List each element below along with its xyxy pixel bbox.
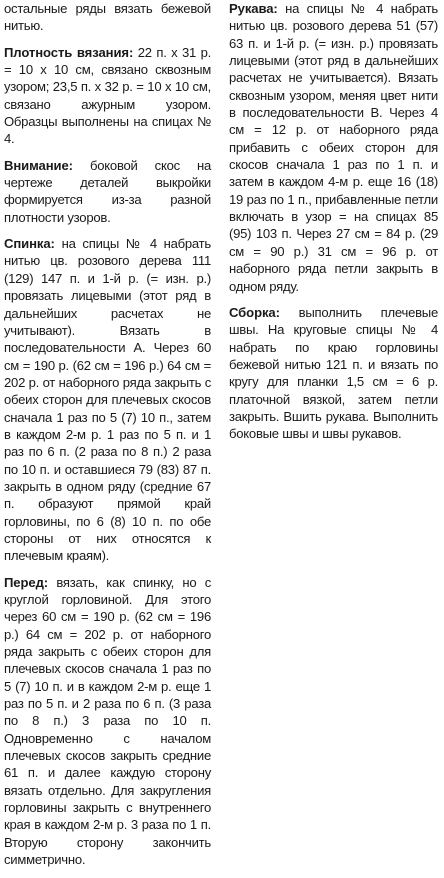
continuation-text: остальные ряды вязать бежевой нитью. xyxy=(4,1,211,34)
sleeves-heading: Рукава: xyxy=(229,1,278,16)
sleeves-paragraph xyxy=(229,0,438,295)
back-text: на спицы № 4 набрать нитью цв. розового дерева 111 (129) 147 п. и 1-й р. (= изн. р.) провязать лицевыми (этот ряд в дальнейших расчетах не учитывают). Вязать в последовательности А. Через 60 см = 190 р. (62 см = 196 р.) 64 см = 202 р. от наборного ряда закрыть с обеих сторон для плечевых скосов сначала 1 раз по 5 (7) 10 п., затем в каждом 2-м р. 1 раз по 5 п. и 1 раз по 6 п. (2 раза по 8 п.) 2 раза по 10 п. и оставшиеся 79 (83) 87 п. закрыть в одном ряду (средние 67 п. образуют прямой край горловины, по 6 (8) 10 п. по обе стороны от них относятся к плечевым краям). xyxy=(4,236,211,564)
front-paragraph xyxy=(4,574,211,869)
right-column xyxy=(229,0,438,452)
front-heading: Перед: xyxy=(4,574,49,590)
sleeves-text: на спицы № 4 набрать нитью цв. розового дерева 51 (57) 63 п. и 1-й р. (= изн. р.) провязать лицевыми (этот ряд в дальнейших расчетах не учитывается). Вязать сквозным узором, меняя цвет нити в последовательности В. Через 4 см = 12 р. от наборного ряда прибавить с обеих сторон для скосов сначала 1 раз по 1 п. и затем в каждом 4-м р. еще 16 (18) 19 раз по 1 п., прибавленные петли включать в узор = на спицах 85 (95) 103 п. Через 27 см = 84 р. (29 см = 90 р.) 31 см = 96 р. от наборного ряда петли закрыть в одном ряду. xyxy=(229,1,438,294)
gauge-text: 22 п. x 31 р. = 10 x 10 см, связано сквозным узором; 23,5 п. x 32 р. = 10 x 10 см, связано ажурным узором. Образцы выполнены на спицах № 4. xyxy=(4,44,212,147)
assembly-heading: Сборка: xyxy=(229,304,280,320)
assembly-text: выполнить плечевые швы. На круговые спицы № 4 набрать по краю горловины бежевой нитью 121 п. и вязать по кругу для планки 1,5 см = 6 р. платочной вязкой, затем петли закрыть. Вшить рукава. Выполнить боковые швы и швы рукавов. xyxy=(229,304,438,442)
front-text: вязать, как спинку, но с круглой горловиной. Для этого через 60 см = 190 р. (62 см = 196 р.) 64 см = 202 р. от наборного ряда закрыть с обеих сторон для плечевых скосов сначала 1 раз по 5 (7) 10 п. и в каждом 2-м р. еще 1 раз по 5 п. и 2 раза по 6 п. (3 раза по 8 п.) 3 раза по 10 п. Одновременно с началом плечевых скосов закрыть средние 61 п. и далее каждую сторону вязать отдельно. Для закругления горловины закрыть с внутреннего края в каждом 2-м р. 3 раза по 1 п. Вторую сторону закончить симметрично. xyxy=(4,574,211,868)
continuation-paragraph xyxy=(4,0,211,35)
attention-heading: Внимание: xyxy=(4,157,73,173)
back-heading: Спинка: xyxy=(4,236,55,252)
attention-text: боковой скос на чертеже деталей выкройки формируется из-за разной плотности узоров. xyxy=(4,157,211,225)
gauge-paragraph xyxy=(4,44,211,148)
back-paragraph xyxy=(4,235,211,565)
assembly-paragraph xyxy=(229,304,438,443)
gauge-heading: Плотность вязания: xyxy=(4,44,134,60)
left-column xyxy=(4,0,211,878)
attention-paragraph xyxy=(4,157,211,226)
